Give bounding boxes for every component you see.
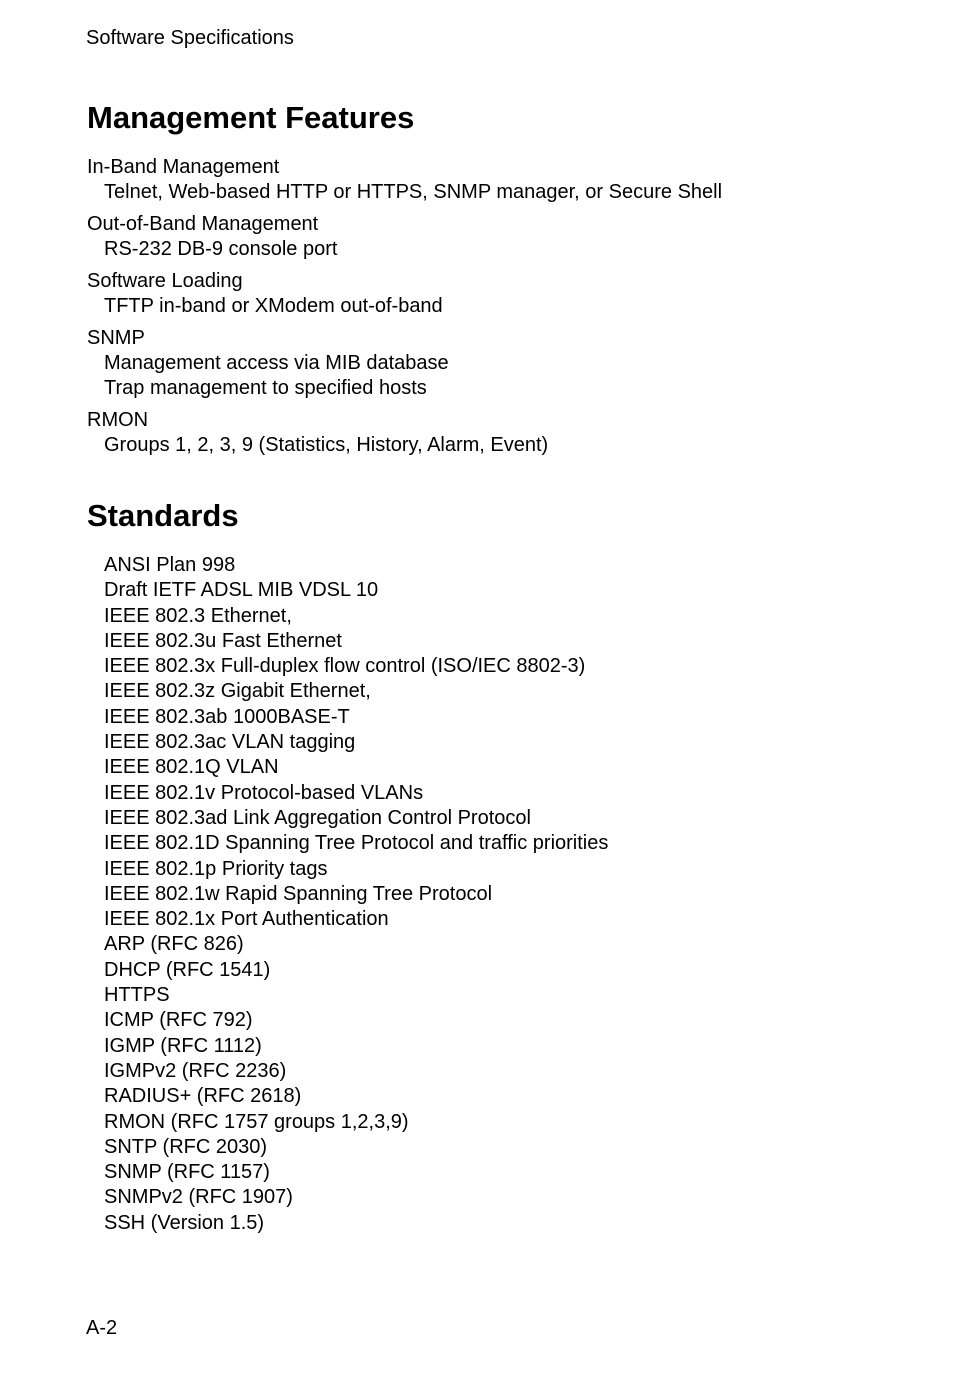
standard-item: IEEE 802.1Q VLAN [104,756,279,779]
standard-item: SNMPv2 (RFC 1907) [104,1186,293,1209]
feature-item [87,408,907,458]
standard-item: ICMP (RFC 792) [104,1009,253,1032]
feature-description: Telnet, Web-based HTTP or HTTPS, SNMP manager, or Secure Shell [104,181,723,203]
feature-term: In-Band Management [87,156,280,178]
standard-item: SNTP (RFC 2030) [104,1135,268,1158]
running-header: Software Specifications [86,27,294,49]
standard-item: IEEE 802.3ad Link Aggregation Control Protocol [104,806,531,829]
standard-item: IEEE 802.1w Rapid Spanning Tree Protocol [104,882,493,905]
standards-heading: Standards [87,498,239,533]
standard-item: IEEE 802.1x Port Authentication [104,908,389,931]
standard-item: IGMPv2 (RFC 2236) [104,1059,287,1082]
standard-item: ANSI Plan 998 [104,554,236,576]
feature-item [87,326,907,401]
standard-item: IEEE 802.3x Full-duplex flow control (ISO/IEC 8802-3) [104,655,586,678]
standard-item: IEEE 802.1v Protocol-based VLANs [104,781,424,804]
standards-list [104,553,608,1236]
standard-item: HTTPS [104,984,170,1007]
standard-item: IGMP (RFC 1112) [104,1034,262,1057]
page-number: A-2 [86,1317,118,1339]
management-features-list [87,155,907,465]
feature-item [87,269,907,319]
standard-item: IEEE 802.3u Fast Ethernet [104,629,342,652]
standard-item: IEEE 802.3ab 1000BASE-T [104,705,350,728]
standard-item: Draft IETF ADSL MIB VDSL 10 [104,579,379,602]
feature-term: RMON [87,409,149,431]
feature-description: TFTP in-band or XModem out-of-band [104,295,443,317]
feature-description: Groups 1, 2, 3, 9 (Statistics, History, Alarm, Event) [104,434,549,456]
feature-description: Trap management to specified hosts [104,377,427,399]
standard-item: RADIUS+ (RFC 2618) [104,1085,302,1108]
standard-item: IEEE 802.1p Priority tags [104,857,328,880]
standard-item: DHCP (RFC 1541) [104,958,271,981]
standard-item: SSH (Version 1.5) [104,1211,265,1234]
standard-item: IEEE 802.3z Gigabit Ethernet, [104,680,371,703]
feature-description: RS-232 DB-9 console port [104,238,338,260]
feature-item [87,155,907,205]
standard-item: ARP (RFC 826) [104,933,244,956]
management-features-heading: Management Features [87,100,415,135]
standard-item: IEEE 802.3ac VLAN tagging [104,731,356,754]
standard-item: IEEE 802.3 Ethernet, [104,604,292,627]
standard-item: SNMP (RFC 1157) [104,1161,270,1184]
feature-description: Management access via MIB database [104,352,449,374]
feature-term: Out-of-Band Management [87,213,319,235]
feature-term: SNMP [87,327,145,349]
standard-item: IEEE 802.1D Spanning Tree Protocol and traffic priorities [104,832,609,855]
feature-term: Software Loading [87,270,243,292]
feature-item [87,212,907,262]
standard-item: RMON (RFC 1757 groups 1,2,3,9) [104,1110,409,1133]
